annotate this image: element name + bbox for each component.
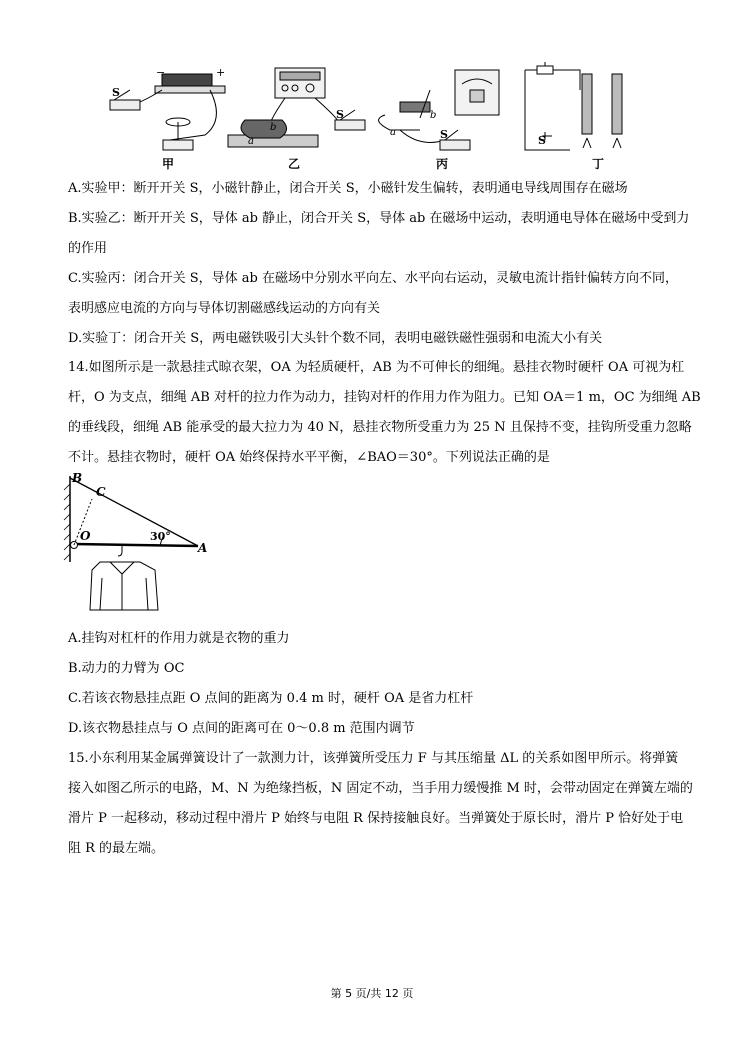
q14-option-a: A.挂钩对杠杆的作用力就是衣物的重力	[68, 631, 290, 646]
q14-stem-line3: 的垂线段，细绳 AB 能承受的最大拉力为 40 N，悬挂衣物所受重力为 25 N 且保持不变，挂钩所受重力忽略	[68, 420, 692, 435]
q13-option-b-line1: B.实验乙：断开开关 S，导体 ab 静止，闭合开关 S，导体 ab 在磁场中运动，表明通电导体在磁场中受到力	[68, 211, 690, 226]
q13-option-a: A.实验甲：断开开关 S，小磁针静止，闭合开关 S，小磁针发生偏转，表明通电导线周围存在磁场	[68, 181, 628, 196]
q14-option-c: C.若该衣物悬挂点距 O 点间的距离为 0.4 m 时，硬杆 OA 是省力杠杆	[68, 691, 474, 706]
exp-bing-label: 丙	[436, 157, 449, 171]
q14-label-a: A	[198, 541, 208, 555]
q14-hanger-figure	[60, 470, 210, 620]
exp-jia-plus: +	[216, 66, 226, 79]
q14-stem-line4: 不计。悬挂衣物时，硬杆 OA 始终保持水平平衡，∠BAO＝30°。下列说法正确的是	[68, 450, 550, 465]
exp-bing-rod-b: b	[430, 110, 437, 121]
exp-yi-label: 乙	[288, 157, 301, 171]
q15-stem-line4: 阻 R 的最左端。	[68, 841, 165, 856]
page-footer: 第 5 页/共 12 页	[330, 987, 414, 1000]
experiment-jia	[110, 66, 225, 171]
q14-stem-line1: 14.如图所示是一款悬挂式晾衣架，OA 为轻质硬杆，AB 为不可伸长的细绳。悬挂衣物时硬杆 OA 可视为杠	[68, 360, 685, 375]
exp-bing-rod-a: a	[390, 127, 396, 138]
q15-stem-line3: 滑片 P 一起移动，移动过程中滑片 P 始终与电阻 R 保持接触良好。当弹簧处于原长时，滑片 P 恰好处于电	[68, 811, 684, 826]
q13-option-d: D.实验丁：闭合开关 S，两电磁铁吸引大头针个数不同，表明电磁铁磁性强弱和电流大小有关	[68, 331, 603, 346]
q14-label-b: B	[72, 471, 83, 485]
q13-option-c-line1: C.实验丙：闭合开关 S，导体 ab 在磁场中分别水平向左、水平向右运动，灵敏电流计指针偏转方向不同，	[68, 271, 678, 286]
exp-jia-minus: −	[156, 66, 166, 79]
q14-option-b: B.动力的力臂为 OC	[68, 661, 185, 676]
q15-stem-line1: 15.小东利用某金属弹簧设计了一款测力计，该弹簧所受压力 F 与其压缩量 ΔL 的关系如图甲所示。将弹簧	[68, 751, 679, 766]
q14-stem-line2: 杆，O 为支点，细绳 AB 对杆的拉力作为动力，挂钩对杆的作用力作为阻力。已知 OA＝1 m，OC 为细绳 AB	[68, 390, 701, 405]
experiment-ding	[525, 62, 622, 171]
exp-ding-label: 丁	[592, 157, 605, 171]
experiment-yi	[228, 68, 365, 171]
exp-jia-label: 甲	[162, 157, 175, 171]
exp-bing-switch: S	[440, 128, 448, 141]
exp-yi-switch: S	[336, 108, 344, 121]
exp-yi-rod-a: a	[248, 136, 254, 147]
q14-label-o: O	[80, 529, 91, 543]
q14-option-d: D.该衣物悬挂点与 O 点间的距离可在 0～0.8 m 范围内调节	[68, 721, 415, 736]
experiments-figure	[100, 60, 660, 180]
q15-stem-line2: 接入如图乙所示的电路，M、N 为绝缘挡板，N 固定不动，当手用力缓慢推 M 时，会带动固定在弹簧左端的	[68, 781, 693, 796]
q13-option-c-line2: 表明感应电流的方向与导体切割磁感线运动的方向有关	[68, 301, 381, 316]
q14-label-c: C	[96, 485, 106, 499]
q14-label-angle: 30°	[150, 530, 171, 543]
q13-option-b-line2: 的作用	[68, 241, 108, 256]
exp-yi-rod-b: b	[270, 122, 277, 133]
exp-ding-switch: S	[538, 134, 546, 147]
exp-jia-switch: S	[112, 86, 120, 99]
experiment-bing	[379, 70, 499, 171]
